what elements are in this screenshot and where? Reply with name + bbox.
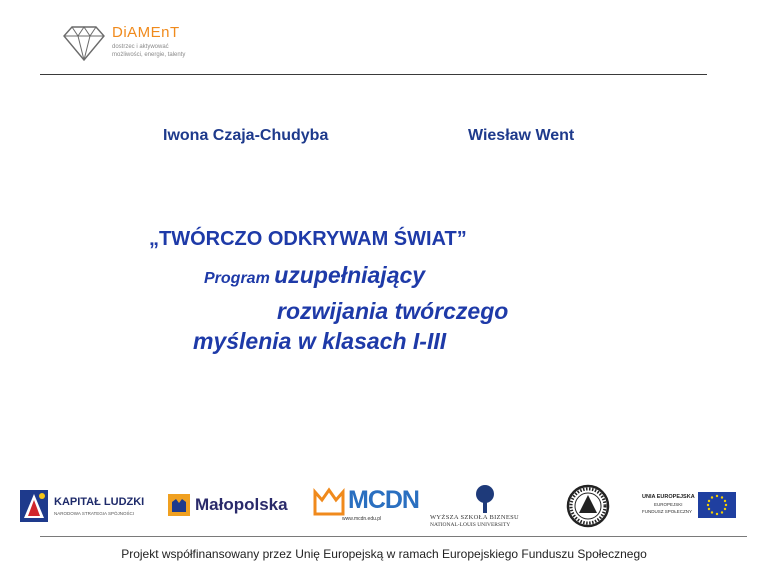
document-title: „TWÓRCZO ODKRYWAM ŚWIAT” — [149, 228, 467, 250]
malopolska-icon — [168, 494, 190, 516]
eu-line-1: UNIA EUROPEJSKA — [642, 494, 695, 500]
subtitle-program: Program — [204, 270, 275, 287]
logo-tagline-2: możliwości, energie, talenty — [112, 52, 186, 58]
author-1: Iwona Czaja-Chudyba — [163, 127, 329, 144]
author-2: Wiesław Went — [468, 127, 575, 144]
subtitle-line-3: myślenia w klasach I-III — [193, 328, 447, 354]
malopolska-logo — [168, 484, 288, 530]
wsb-name: WYŻSZA SZKOŁA BIZNESU — [430, 514, 519, 521]
tree-icon — [472, 484, 498, 514]
mcdn-logo — [312, 484, 419, 530]
eu-logo — [636, 484, 740, 530]
subtitle-line-1 — [204, 262, 425, 289]
subtitle-line-2: rozwijania twórczego — [277, 298, 509, 324]
subtitle-uzupelniajacy: uzupełniający — [274, 262, 426, 288]
kapital-ludzki-icon — [20, 490, 48, 522]
footer-text: Projekt współfinansowany przez Unię Europejską w ramach Europejskiego Funduszu Społecznego — [121, 547, 647, 561]
eu-line-3: FUNDUSZ SPOŁECZNY — [642, 509, 693, 514]
malopolska-name: Małopolska — [195, 495, 288, 514]
mcdn-name: MCDN — [348, 486, 419, 514]
kapital-ludzki-logo — [20, 484, 160, 530]
kapital-ludzki-sub: NARODOWA STRATEGIA SPÓJNOŚCI — [54, 511, 135, 516]
logo-tagline-1: dostrzec i aktywować — [112, 44, 169, 50]
university-seal-icon — [566, 484, 610, 528]
eu-flag-icon — [698, 492, 736, 518]
diamond-icon — [62, 24, 106, 62]
eu-line-2: EUROPEJSKI — [654, 502, 683, 507]
logo-brand: DiAMEnT — [112, 24, 180, 41]
header-divider — [40, 74, 707, 75]
diament-logo — [62, 22, 202, 66]
wsb-logo — [428, 484, 543, 530]
mcdn-icon — [312, 484, 346, 516]
kapital-ludzki-name: KAPITAŁ LUDZKI — [54, 496, 145, 508]
footer-divider — [40, 536, 747, 537]
mcdn-url: www.mcdn.edu.pl — [342, 516, 382, 522]
wsb-sub: NATIONAL-LOUIS UNIVERSITY — [430, 522, 511, 528]
